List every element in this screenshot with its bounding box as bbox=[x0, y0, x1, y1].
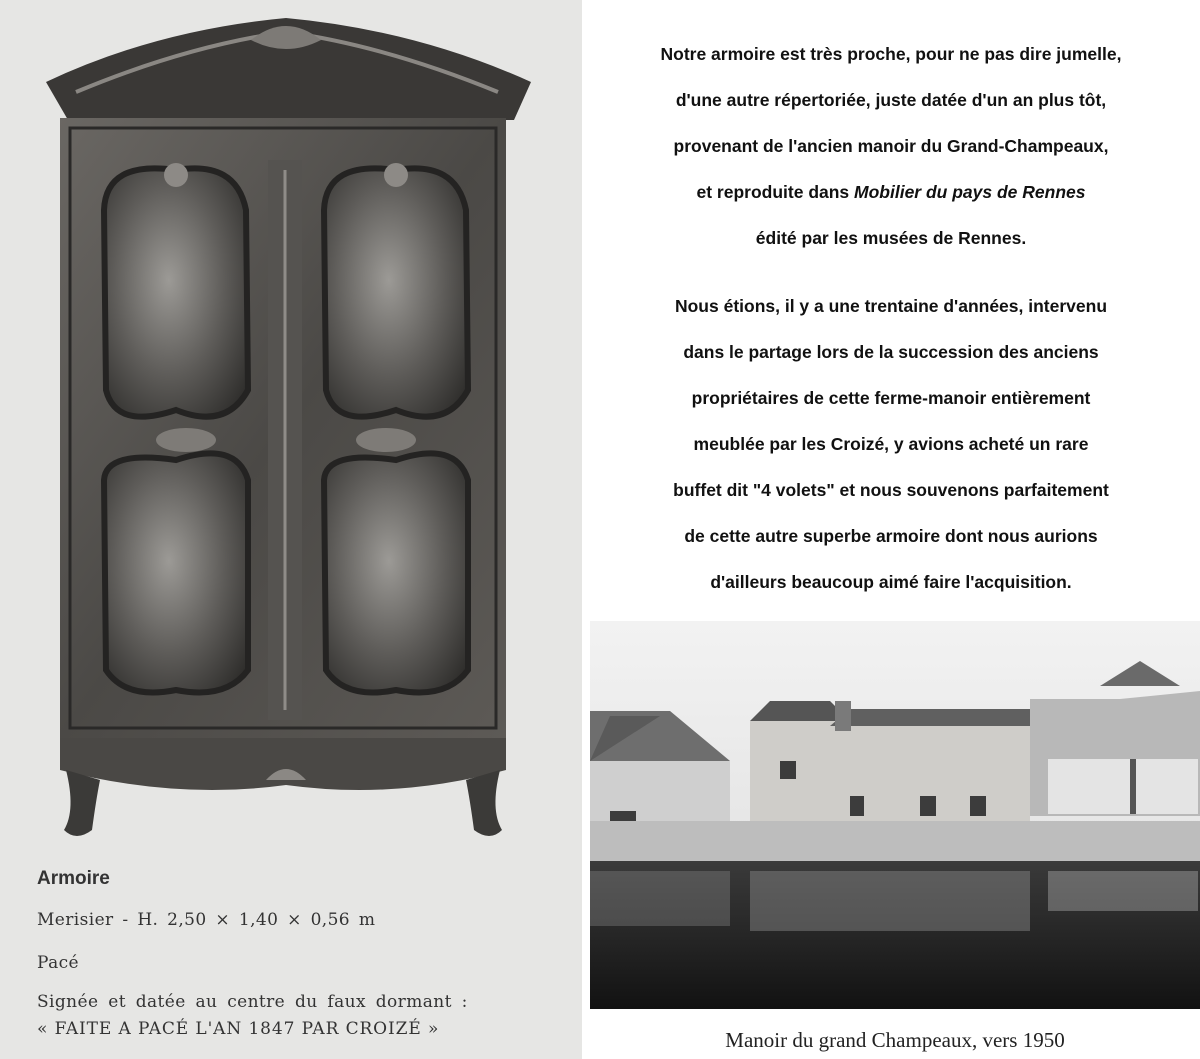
description-text bbox=[582, 40, 1200, 614]
paragraph2-line: de cette autre superbe armoire dont nous aurions bbox=[684, 526, 1098, 546]
caption-signature-line-1: Signée et datée au centre du faux dormant : bbox=[37, 992, 468, 1012]
paragraph1-line-book bbox=[582, 178, 1200, 224]
caption-title: Armoire bbox=[37, 868, 110, 889]
paragraph1-line: édité par les musées de Rennes. bbox=[755, 228, 1027, 248]
paragraph1-line: d'une autre répertoriée, juste datée d'un an plus tôt, bbox=[675, 90, 1107, 110]
manor-photo bbox=[590, 621, 1200, 1009]
paragraph2-line: meublée par les Croizé, y avions acheté un rare bbox=[693, 434, 1089, 454]
right-panel bbox=[582, 0, 1200, 1059]
paragraph2-line: Nous étions, il y a une trentaine d'années, intervenu bbox=[674, 296, 1108, 316]
book-ref-prefix: et reproduite dans bbox=[696, 182, 855, 202]
paragraph1-line: Notre armoire est très proche, pour ne pas dire jumelle, bbox=[660, 44, 1122, 64]
caption-place: Pacé bbox=[37, 953, 79, 973]
manor-photo-caption: Manoir du grand Champeaux, vers 1950 bbox=[725, 1028, 1065, 1052]
caption-dimensions: Merisier - H. 2,50 × 1,40 × 0,56 m bbox=[37, 910, 376, 930]
armoire-photo bbox=[36, 10, 546, 860]
paragraph2-line: d'ailleurs beaucoup aimé faire l'acquisition. bbox=[710, 572, 1072, 592]
paragraph1-line: provenant de l'ancien manoir du Grand-Champeaux, bbox=[673, 136, 1109, 156]
paragraph2-line: propriétaires de cette ferme-manoir entièrement bbox=[691, 388, 1091, 408]
paragraph2-line: dans le partage lors de la succession des anciens bbox=[683, 342, 1099, 362]
caption-signature-line-2: « FAITE A PACÉ L'AN 1847 PAR CROIZÉ » bbox=[37, 1019, 440, 1039]
paragraph-gap bbox=[582, 270, 1200, 292]
paragraph2-line: buffet dit "4 volets" et nous souvenons parfaitement bbox=[673, 480, 1109, 500]
book-title: Mobilier du pays de Rennes bbox=[854, 182, 1086, 202]
left-panel bbox=[0, 0, 582, 1059]
